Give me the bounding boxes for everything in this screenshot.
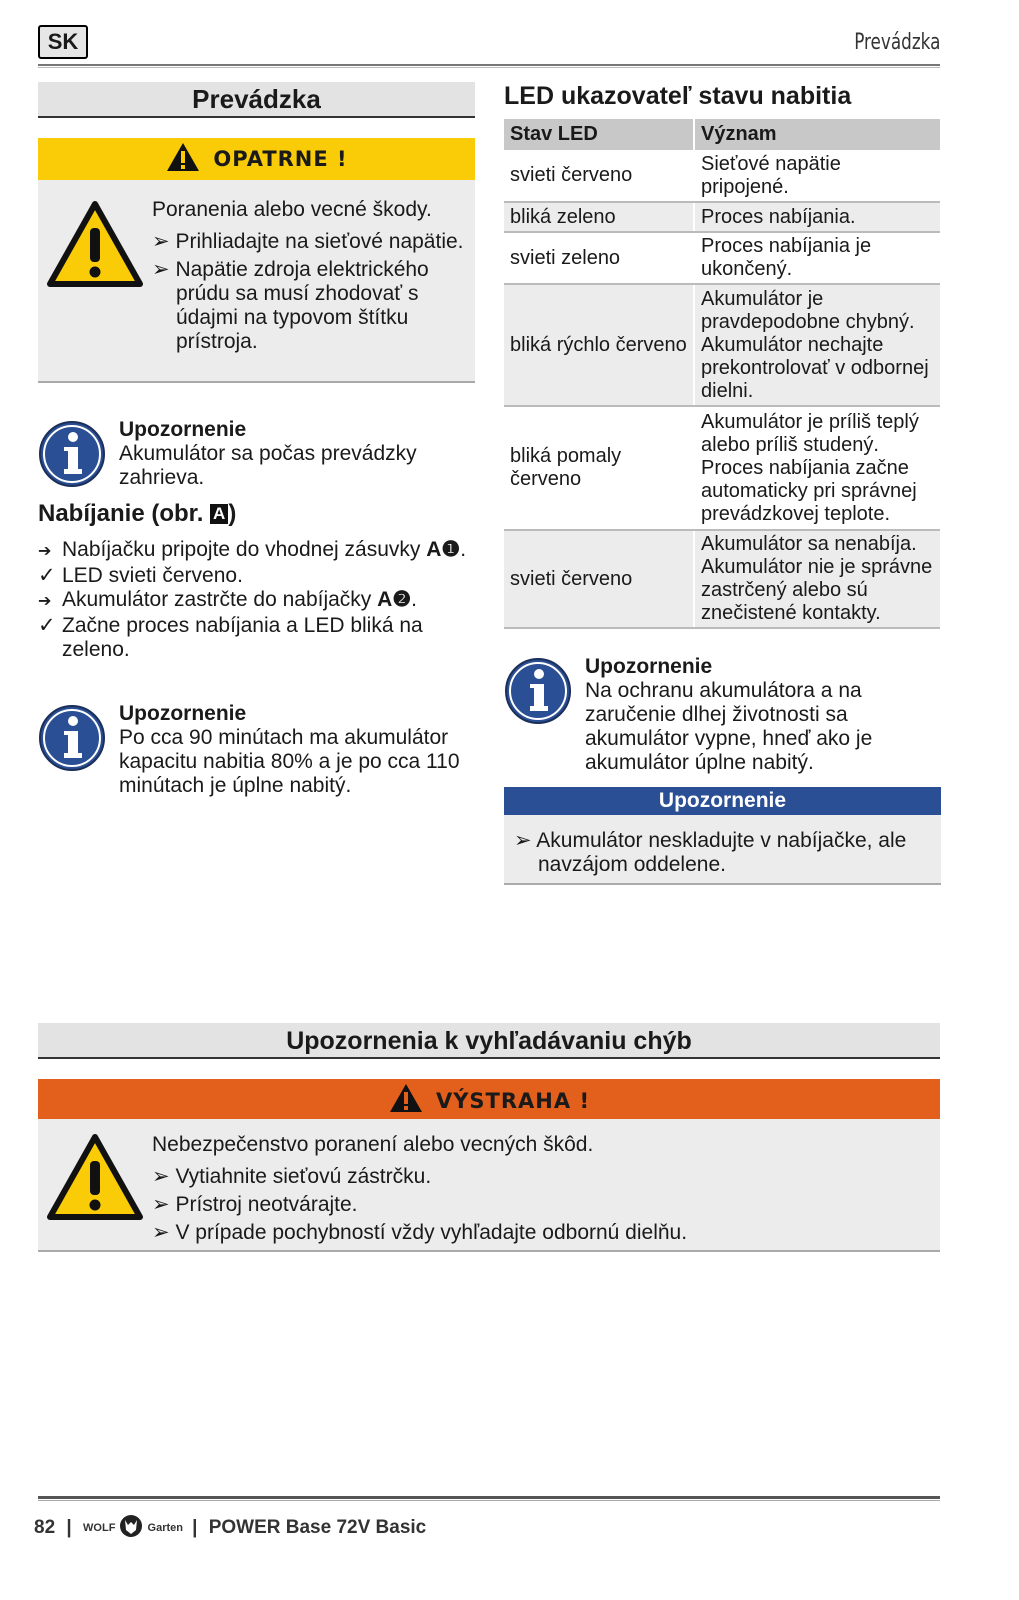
note-title: Upozornenie	[119, 418, 247, 441]
charging-step: ✓ LED svieti červeno.	[38, 564, 243, 587]
warning-triangle-icon	[388, 1082, 424, 1114]
charging-step: ➔ Nabíjačku pripojte do vhodnej zásuvky A❶.	[38, 538, 467, 561]
warning-label: VÝSTRAHA !	[435, 1089, 591, 1113]
brand-logo: WOLF Garten	[83, 1522, 186, 1534]
charging-step: ➔ Akumulátor zastrčte do nabíjačky A❷.	[38, 588, 417, 611]
header-divider	[38, 64, 940, 66]
led-status-table	[504, 119, 940, 629]
table-header: Stav LED	[504, 119, 694, 150]
page-number: 82	[34, 1517, 56, 1538]
warning-triangle-icon	[165, 141, 201, 173]
note-title: Upozornenie	[119, 702, 247, 725]
footer-divider-thin	[38, 1500, 940, 1501]
charging-step: ✓ Začne proces nabíjania a LED bliká na zeleno.	[38, 614, 423, 661]
led-section-title: LED ukazovateľ stavu nabitia	[504, 82, 852, 110]
warning-bar	[38, 1079, 940, 1119]
caution-item: ➢ Prihliadajte na sieťové napätie.	[152, 230, 464, 253]
caution-item: ➢ Napätie zdroja elektrického prúdu sa musí zhodovať s údajmi na typovom štítku prístroja.	[152, 258, 429, 353]
warning-item: ➢ Vytiahnite sieťovú zástrčku.	[152, 1165, 432, 1188]
caution-bar	[38, 138, 475, 180]
warning-item: ➢ Prístroj neotvárajte.	[152, 1193, 358, 1216]
table-row: svieti červeno Sieťové napätie pripojené.	[504, 150, 940, 202]
warning-intro: Nebezpečenstvo poranení alebo vecných škôd.	[152, 1133, 594, 1156]
note-text: Po cca 90 minútach ma akumulátor kapacitu nabitia 80% a je po cca 110 minútach je úplne nabitý.	[119, 726, 460, 797]
footer-divider	[38, 1496, 940, 1499]
warning-large-icon	[46, 200, 144, 288]
figure-ref-badge: A	[210, 504, 228, 524]
header-divider-thin	[38, 67, 940, 68]
table-row: bliká rýchlo červeno Akumulátor je pravdepodobne chybný. Akumulátor nechajte prekontrolovať v odbornej dielni.	[504, 284, 940, 406]
warning-box	[38, 1119, 940, 1252]
caution-box	[38, 180, 475, 383]
table-row: svieti zeleno Proces nabíjania je ukončený.	[504, 232, 940, 284]
table-row: bliká pomaly červeno Akumulátor je príliš teplý alebo príliš studený. Proces nabíjania začne automaticky pri správnej prevádzkovej teplote.	[504, 406, 940, 530]
table-row: bliká zeleno Proces nabíjania.	[504, 202, 940, 232]
info-icon	[38, 704, 106, 772]
section-title-prevadzka: Prevádzka	[38, 82, 475, 118]
note-text: Na ochranu akumulátora a na zaručenie dlhej životnosti sa akumulátor vypne, hneď ako je akumulátor úplne nabitý.	[585, 679, 873, 774]
wolf-logo-icon	[118, 1514, 144, 1538]
caution-label: OPATRNE !	[213, 147, 348, 171]
note-title: Upozornenie	[585, 655, 713, 678]
section-title-troubleshooting: Upozornenia k vyhľadávaniu chýb	[38, 1023, 940, 1059]
caution-intro: Poranenia alebo vecné škody.	[152, 198, 432, 221]
table-header: Význam	[694, 119, 940, 150]
warning-item: ➢ V prípade pochybností vždy vyhľadajte odbornú dielňu.	[152, 1221, 688, 1244]
notice-box	[504, 815, 941, 885]
info-icon	[38, 420, 106, 488]
table-row: svieti červeno Akumulátor sa nenabíja. Akumulátor nie je správne zastrčený alebo sú znečistené kontakty.	[504, 530, 940, 628]
notice-bar: Upozornenie	[504, 787, 941, 815]
header-section-title: Prevádzka	[853, 30, 940, 55]
footer: 82 | WOLF Garten | POWER Base 72V Basic	[34, 1514, 426, 1540]
info-icon	[504, 657, 572, 725]
language-badge: SK	[38, 25, 88, 59]
charging-title: Nabíjanie (obr. A )	[38, 500, 237, 527]
warning-large-icon	[46, 1133, 144, 1221]
product-name: POWER Base 72V Basic	[208, 1517, 427, 1538]
note-text: Akumulátor sa počas prevádzky zahrieva.	[119, 442, 417, 489]
notice-item: ➢ Akumulátor neskladujte v nabíjačke, ale navzájom oddelene.	[514, 829, 907, 876]
